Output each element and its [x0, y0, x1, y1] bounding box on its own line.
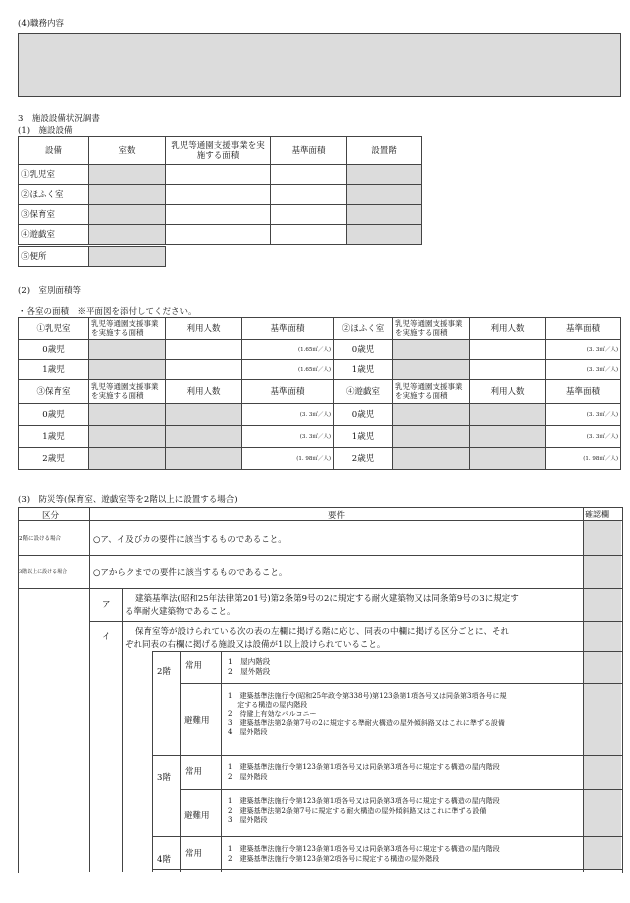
- fac-cell[interactable]: [89, 185, 166, 205]
- fac-cell[interactable]: [347, 225, 422, 245]
- facility-table: [18, 136, 422, 245]
- room-h-users: 利用人数: [470, 318, 546, 340]
- row2-label: 3階以上に設ける場合: [19, 569, 68, 575]
- fac-cell[interactable]: [347, 165, 422, 185]
- a-text-1: 建築基準法(昭和25年法律第201号)第2条第9号の2に規定する耐火建築物又は同条第9号の3に規定す: [135, 594, 519, 604]
- room-h-std: 基準面積: [242, 380, 334, 404]
- disaster-h-check: 確認欄: [585, 510, 609, 519]
- room-cell[interactable]: [470, 448, 546, 470]
- room-cell[interactable]: [166, 404, 242, 426]
- list-item: 1 建築基準法施行令第123条第1項各号又は同条第3項各号に規定する構造の屋内階段: [228, 845, 500, 853]
- room-cell[interactable]: [393, 404, 470, 426]
- list-item: 1 屋内階段: [228, 657, 271, 666]
- f3-jouyou-list: [228, 763, 500, 782]
- room-cell[interactable]: [166, 448, 242, 470]
- jouyou-2: 常用: [185, 661, 203, 671]
- room-cell[interactable]: [470, 360, 546, 380]
- f4-jouyou-list: [228, 845, 500, 864]
- fac-cell[interactable]: [271, 205, 347, 225]
- i-text-1: 保育室等が設けられている次の表の左欄に掲げる階に応じ、同表の中欄に掲げる区分ごとに、それ: [135, 627, 510, 637]
- fac-cell[interactable]: [89, 225, 166, 245]
- list-item: 2 屋外階段: [228, 667, 271, 676]
- age-label: 2歳児: [19, 448, 89, 470]
- room-cell[interactable]: [470, 404, 546, 426]
- room-cell[interactable]: [166, 360, 242, 380]
- std-area: (1.65㎡／人): [242, 360, 334, 380]
- age-label: 0歳児: [19, 404, 89, 426]
- section-sub3: (3) 防災等(保育室、遊戯室等を2階以上に設置する場合): [18, 495, 238, 505]
- list-item: 2 建築基準法第2条第7号に規定する耐火構造の屋外傾斜路又はこれに準ずる設備: [228, 806, 487, 815]
- room-label: ②ほふく室: [334, 318, 393, 340]
- row1-label: 2階に設ける場合: [19, 536, 61, 542]
- age-label: 0歳児: [334, 404, 393, 426]
- row2-text: ○アからクまでの要件に該当するものであること。: [93, 568, 288, 578]
- std-area: (3. 3㎡／人): [546, 340, 621, 360]
- room-h-std: 基準面積: [242, 318, 334, 340]
- fac-h-impl: 乳児等通園支援事業を実施する面積: [166, 137, 271, 165]
- fac-cell[interactable]: [89, 247, 166, 267]
- age-label: 0歳児: [334, 340, 393, 360]
- i-text-2: ぞれ同表の右欄に掲げる施設又は設備が1以上設けられていること。: [125, 640, 386, 650]
- room-label: ①乳児室: [19, 318, 89, 340]
- age-label: 1歳児: [19, 360, 89, 380]
- fac-row-label: ③保育室: [19, 205, 89, 225]
- disaster-h-kubun: 区分: [42, 511, 60, 521]
- duty-textarea[interactable]: [18, 33, 621, 97]
- list-item: 1 建築基準法施行令第123条第1項各号又は同条第3項各号に規定する構造の屋内階段: [228, 797, 500, 805]
- std-area: (3. 3㎡／人): [546, 426, 621, 448]
- room-cell[interactable]: [470, 340, 546, 360]
- list-item: 2 建築基準法施行令第123条第2項各号に規定する構造の屋外階段: [228, 854, 440, 863]
- fac-cell[interactable]: [271, 185, 347, 205]
- list-item: 3 建築基準法第2条第7号の2に規定する準耐火構造の屋外傾斜路又はこれに準ずる設備: [228, 719, 505, 727]
- fac-cell[interactable]: [89, 205, 166, 225]
- check-cell[interactable]: [584, 622, 621, 651]
- floor-3: 3階: [157, 773, 171, 783]
- room-cell[interactable]: [393, 360, 470, 380]
- fac-h-floor: 設置階: [347, 137, 422, 165]
- room-h-impl: 乳児等通園支援事業を実施する面積: [89, 380, 166, 404]
- room-h-impl: 乳児等通園支援事業を実施する面積: [393, 380, 470, 404]
- fac-cell[interactable]: [166, 165, 271, 185]
- room-cell[interactable]: [393, 426, 470, 448]
- jouyou-3: 常用: [185, 767, 203, 777]
- room-h-users: 利用人数: [470, 380, 546, 404]
- room-cell[interactable]: [393, 340, 470, 360]
- list-item: 2 屋外階段: [228, 772, 268, 781]
- age-label: 1歳児: [334, 426, 393, 448]
- fac-cell[interactable]: [271, 165, 347, 185]
- room-area-table: [18, 317, 621, 470]
- list-item: 1 建築基準法施行令第123条第1項各号又は同条第3項各号に規定する構造の屋内階段: [228, 763, 500, 771]
- jouyou-4: 常用: [185, 849, 203, 859]
- row1-text: ○ア、イ及びカの要件に該当するものであること。: [93, 535, 287, 545]
- fac-row-label: ④遊戯室: [19, 225, 89, 245]
- f3-hinan-list: [228, 797, 500, 826]
- age-label: 1歳児: [334, 360, 393, 380]
- age-label: 0歳児: [19, 340, 89, 360]
- disaster-h-req: 要件: [328, 511, 346, 521]
- room-note: ・各室の面積 ※平面図を添付してください。: [18, 307, 197, 317]
- f2-jouyou-list: [228, 657, 270, 677]
- check-cell[interactable]: [584, 684, 621, 755]
- room-cell[interactable]: [166, 426, 242, 448]
- room-label: ③保育室: [19, 380, 89, 404]
- check-cell[interactable]: [584, 521, 621, 555]
- fac-row-label: ⑤便所: [19, 247, 89, 267]
- list-item: 1 建築基準法施行令(昭和25年政令第338号)第123条第1項各号又は同条第3項各号に規: [228, 692, 507, 700]
- std-area: (3. 3㎡／人): [242, 426, 334, 448]
- room-h-users: 利用人数: [166, 318, 242, 340]
- std-area: (3. 3㎡／人): [546, 404, 621, 426]
- check-cell[interactable]: [584, 652, 621, 683]
- a-text-2: る準耐火建築物であること。: [125, 607, 236, 617]
- std-area: (1. 98㎡／人): [242, 448, 334, 470]
- fac-cell[interactable]: [271, 225, 347, 245]
- fac-row-label: ①乳児室: [19, 165, 89, 185]
- room-cell[interactable]: [89, 426, 166, 448]
- check-cell[interactable]: [584, 756, 621, 789]
- floor-2: 2階: [157, 667, 171, 677]
- room-label: ④遊戯室: [334, 380, 393, 404]
- fac-cell[interactable]: [347, 205, 422, 225]
- fac-cell[interactable]: [166, 185, 271, 205]
- list-item: 定する構造の屋内階段: [228, 701, 308, 709]
- fac-cell[interactable]: [347, 185, 422, 205]
- std-area: (1. 98㎡／人): [546, 448, 621, 470]
- duty-heading: (4)職務内容: [18, 19, 65, 29]
- check-cell[interactable]: [584, 837, 621, 869]
- room-cell[interactable]: [393, 448, 470, 470]
- room-cell[interactable]: [89, 404, 166, 426]
- check-cell[interactable]: [584, 556, 621, 588]
- std-area: (1.65㎡／人): [242, 340, 334, 360]
- room-h-std: 基準面積: [546, 380, 621, 404]
- fac-cell[interactable]: [166, 225, 271, 245]
- room-cell[interactable]: [166, 340, 242, 360]
- floor-4: 4階: [157, 855, 171, 865]
- fac-row-label: ②ほふく室: [19, 185, 89, 205]
- fac-cell[interactable]: [166, 205, 271, 225]
- fac-h-std: 基準面積: [271, 137, 347, 165]
- age-label: 1歳児: [19, 426, 89, 448]
- check-cell[interactable]: [584, 790, 621, 836]
- f2-hinan-list: [228, 692, 506, 737]
- std-area: (3. 3㎡／人): [242, 404, 334, 426]
- room-h-impl: 乳児等通園支援事業を実施する面積: [89, 318, 166, 340]
- list-item: 2 待避上有効なバルコニー: [228, 710, 317, 718]
- room-cell[interactable]: [89, 448, 166, 470]
- room-cell[interactable]: [470, 426, 546, 448]
- facility-table-toilet: [18, 246, 166, 267]
- check-cell[interactable]: [584, 589, 621, 621]
- a-label: ア: [102, 600, 111, 610]
- fac-h-shitsusu: 室数: [89, 137, 166, 165]
- list-item: 4 屋外階段: [228, 728, 268, 736]
- fac-h-setsubi: 設備: [19, 137, 89, 165]
- section-sub2: (2) 室別面積等: [18, 286, 82, 296]
- i-label: イ: [102, 632, 111, 642]
- room-h-users: 利用人数: [166, 380, 242, 404]
- hinan-2: 避難用: [184, 716, 210, 726]
- room-h-impl: 乳児等通園支援事業を実施する面積: [393, 318, 470, 340]
- room-cell[interactable]: [89, 360, 166, 380]
- room-cell[interactable]: [89, 340, 166, 360]
- section3-title: 3 施設設備状況調書: [18, 114, 100, 124]
- hinan-3: 避難用: [184, 811, 210, 821]
- std-area: (3. 3㎡／人): [546, 360, 621, 380]
- list-item: 3 屋外階段: [228, 816, 268, 824]
- room-h-std: 基準面積: [546, 318, 621, 340]
- section3-sub1: (1) 施設設備: [18, 126, 73, 136]
- fac-cell[interactable]: [89, 165, 166, 185]
- age-label: 2歳児: [334, 448, 393, 470]
